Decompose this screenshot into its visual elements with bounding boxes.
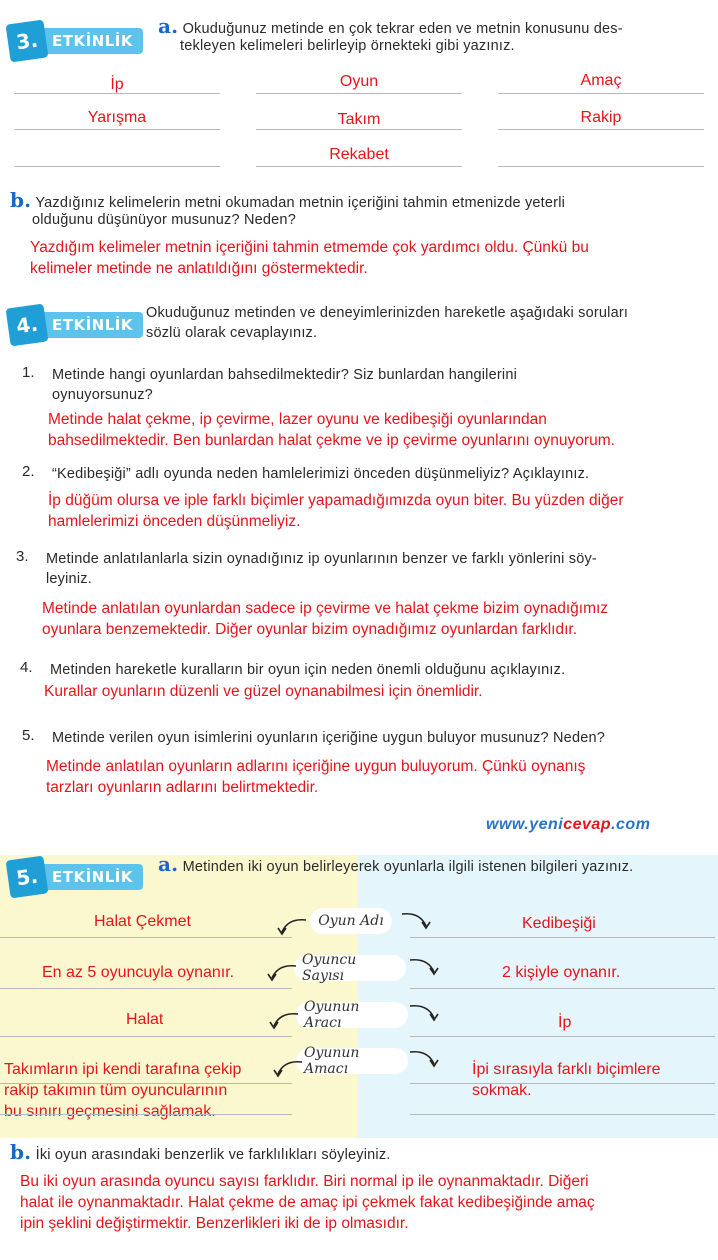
write-line <box>0 1036 292 1037</box>
answer-text: İp düğüm olursa ve iple farklı biçimler yapamadığımızda oyun biter. Bu yüzden diğer <box>48 492 624 509</box>
activity-4-intro-line2: sözlü olarak cevaplayınız. <box>146 325 318 341</box>
question-text: Metinde verilen oyun isimlerini oyunların içeriğine uygun buluyor musunuz? Neden? <box>52 730 605 746</box>
curved-arrow-icon <box>406 1002 440 1024</box>
activity-number: 3. <box>6 20 49 63</box>
game-2-value: İp <box>558 1014 572 1031</box>
answer-3b-line1: Yazdığım kelimeler metnin içeriğini tahmin etmemde çok yardımcı oldu. Çünkü bu <box>30 239 589 256</box>
answer-5b-line3: ipin şeklini değiştirmektir. Benzerlikleri iki de ip olmasıdır. <box>20 1215 409 1232</box>
question-5b <box>10 1142 710 1165</box>
answer-5b-line2: halat ile oynanmaktadır. Halat çekme de amaç ipi çekmek fakat kedibeşiğinde amaç <box>20 1194 595 1211</box>
question-number: 5. <box>22 727 35 744</box>
answer-word: Oyun <box>339 73 379 90</box>
activity-3-badge <box>8 22 138 58</box>
answer-text: bahsedilmektedir. Ben bunlardan halat çekme ve ip çevirme oyunlarını oynuyorum. <box>48 432 615 449</box>
item-marker: b. <box>10 1140 32 1164</box>
curved-arrow-icon <box>276 916 310 938</box>
game-2-value: 2 kişiyle oynanır. <box>502 964 621 981</box>
answer-text: Kurallar oyunların düzenli ve güzel oynanabilmesi için önemlidir. <box>44 683 483 700</box>
question-number: 2. <box>22 463 35 480</box>
answer-5b-line1: Bu iki oyun arasında oyuncu sayısı farklıdır. Biri normal ip ile oynanmaktadır. Diğeri <box>20 1173 589 1190</box>
answer-word: İp <box>110 76 124 93</box>
answer-text: Metinde anlatılan oyunlardan sadece ip çevirme ve halat çekme bizim oynadığımız <box>42 600 609 617</box>
answer-text: Metinde halat çekme, ip çevirme, lazer oyunu ve kedibeşiği oyunlarından <box>48 411 547 428</box>
question-number: 1. <box>22 364 35 381</box>
question-text: Metinde hangi oyunlardan bahsedilmektedir? Siz bunlardan hangilerini <box>52 367 518 383</box>
curved-arrow-icon <box>406 1048 440 1070</box>
game-2-value: İpi sırasıyla farklı biçimlere <box>472 1061 661 1078</box>
question-number: 3. <box>16 548 29 565</box>
answer-text: oyunlara benzemektedir. Diğer oyunlar bizim oynadığımız oyunlardan farklıdır. <box>42 621 578 638</box>
question-text: leyiniz. <box>46 571 92 587</box>
question-text: Metinde anlatılanlarla sizin oynadığınız ip oyunlarının benzer ve farklı yönlerini söy- <box>46 551 597 567</box>
curved-arrow-icon <box>272 1058 306 1080</box>
answer-3b-line2: kelimeler metinde ne anlatıldığını göstermektedir. <box>30 260 368 277</box>
write-line <box>256 129 462 130</box>
question-3a-line2: tekleyen kelimeleri belirleyip örnekteki gibi yazınız. <box>180 38 515 54</box>
answer-text: hamlelerimizi önceden düşünmeliyiz. <box>48 513 301 530</box>
game-1-value: Halat <box>126 1011 164 1028</box>
write-line <box>410 1114 715 1115</box>
activity-4-intro-line1: Okuduğunuz metinden ve deneyimlerinizden hareketle aşağıdaki soruları <box>146 305 629 321</box>
question-text: Metinden iki oyun belirleyerek oyunlarla ilgili istenen bilgileri yazınız. <box>182 859 634 875</box>
answer-text: tarzları oyunların adlarını belirtmektedir. <box>46 779 319 796</box>
activity-label: ETKİNLİK <box>38 312 143 338</box>
answer-word: Rekabet <box>329 146 389 163</box>
game-1-value: Halat Çekmet <box>94 913 191 930</box>
question-3b-line2: olduğunu düşünüyor musunuz? Neden? <box>32 212 296 228</box>
answer-text: Metinde anlatılan oyunların adlarını içeriğine uygun buluyorum. Çünkü oynanış <box>46 758 586 775</box>
write-line <box>410 937 715 938</box>
activity-number: 5. <box>6 856 49 899</box>
answer-word: Takım <box>337 111 381 128</box>
question-text: oynuyorsunuz? <box>52 387 153 403</box>
activity-label: ETKİNLİK <box>38 28 143 54</box>
item-marker: b. <box>10 188 32 212</box>
write-line <box>256 166 462 167</box>
write-line <box>0 937 292 938</box>
site-watermark: www.yenicevap.com <box>486 816 651 833</box>
game-1-value: bu sınırı geçmesini sağlamak. <box>4 1103 216 1120</box>
question-5a <box>158 854 714 877</box>
game-1-value: En az 5 oyuncuyla oynanır. <box>42 964 235 981</box>
activity-number: 4. <box>6 304 49 347</box>
curved-arrow-icon <box>406 956 440 978</box>
curved-arrow-icon <box>266 962 300 984</box>
curved-arrow-icon <box>398 910 432 932</box>
item-marker: a. <box>158 14 179 38</box>
answer-word: Yarışma <box>87 109 147 126</box>
row-label-pill: Oyunun Aracı <box>296 1002 408 1028</box>
question-text-line1: Okuduğunuz metinde en çok tekrar eden ve metnin konusunu des- <box>182 21 623 37</box>
question-number: 4. <box>20 659 33 676</box>
answer-word: Amaç <box>580 72 622 89</box>
write-line <box>0 988 292 989</box>
write-line <box>410 1083 715 1084</box>
write-line <box>410 1036 715 1037</box>
activity-4-badge <box>8 306 138 342</box>
question-text: İki oyun arasındaki benzerlik ve farklılıkları söyleyiniz. <box>35 1147 391 1163</box>
game-1-value: Takımların ipi kendi tarafına çekip <box>4 1061 242 1078</box>
question-text: Metinden hareketle kuralların bir oyun için neden önemli olduğunu açıklayınız. <box>50 662 566 678</box>
write-line <box>0 1114 292 1115</box>
write-line <box>14 166 220 167</box>
write-line <box>498 129 704 130</box>
game-2-column <box>358 855 718 1138</box>
curved-arrow-icon <box>268 1010 302 1032</box>
game-2-value: Kedibeşiği <box>522 915 596 932</box>
answer-word: Rakip <box>580 109 622 126</box>
item-marker: a. <box>158 852 179 876</box>
write-line <box>498 166 704 167</box>
game-2-value: sokmak. <box>472 1082 532 1099</box>
question-text-line1: Yazdığınız kelimelerin metni okumadan metnin içeriğini tahmin etmenizde yeterli <box>35 195 566 211</box>
write-line <box>14 129 220 130</box>
write-line <box>0 1083 292 1084</box>
row-label-pill: Oyun Adı <box>310 908 392 934</box>
write-line <box>410 988 715 989</box>
row-label-pill: Oyuncu Sayısı <box>294 955 406 981</box>
row-label-pill: Oyunun Amacı <box>296 1048 408 1074</box>
game-1-value: rakip takımın tüm oyuncularının <box>4 1082 228 1099</box>
activity-label: ETKİNLİK <box>38 864 143 890</box>
write-line <box>256 93 462 94</box>
question-text: “Kedibeşiği” adlı oyunda neden hamlelerimizi önceden düşünmeliyiz? Açıklayınız. <box>52 466 590 482</box>
write-line <box>14 93 220 94</box>
activity-5-badge <box>8 858 138 894</box>
write-line <box>498 93 704 94</box>
